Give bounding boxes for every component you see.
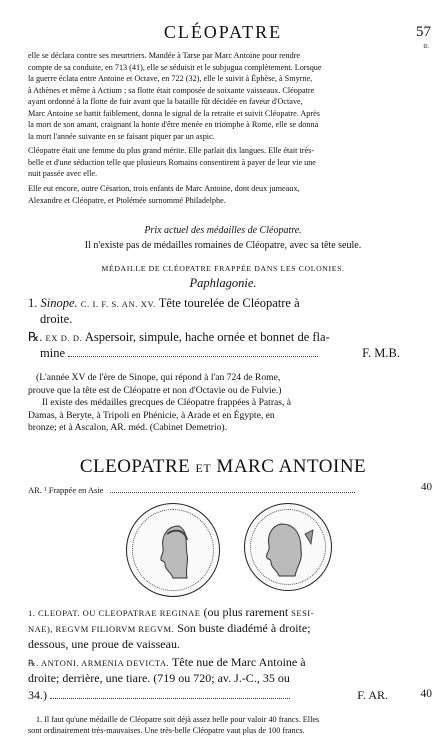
- coin-legend: SESI-: [291, 608, 314, 618]
- coin-legend: C. I. F. S. AN. XV.: [80, 299, 156, 309]
- rarity-mark: F. AR.: [357, 688, 388, 702]
- colonies-heading: MÉDAILLE DE CLÉOPATRE FRAPPÉE DANS LES COLONIES.: [101, 264, 345, 273]
- coin-description: Tête tourelée de Cléopatre à: [158, 296, 300, 310]
- ar-entry: [28, 483, 420, 495]
- coin-legend: EX D. D.: [45, 333, 83, 343]
- footnote: [28, 714, 428, 736]
- text-line: Il existe des médailles grecques de Cléopatre frappées à Patras, à: [42, 397, 292, 408]
- cleopatra-bust-icon: [127, 504, 219, 596]
- text-line: la mort l'année suivante en se faisant piquer par un aspic.: [28, 131, 215, 141]
- text-line: compte de sa conduite, en 713 (41), elle se séduisit et le subjugua complètement. Lorsque: [28, 62, 322, 72]
- text-line: 1. Il faut qu'une médaille de Cléopatre soit déjà assez belle pour valoir 40 francs. Elles: [36, 715, 320, 724]
- text-line: bronze; et à Ascalon, AR. méd. (Cabinet Demetrio).: [28, 422, 228, 433]
- ar-price: 40: [421, 481, 432, 493]
- text-line: belle et d'une séduction telle que plusieurs Romains consentirent à payer de leur vie une: [28, 157, 316, 167]
- coin-description: 34.): [28, 688, 47, 702]
- running-title: CLÉOPATRE: [163, 22, 283, 42]
- section-subheading: Il n'existe pas de médailles romaines de Cléopatre, avec sa tête seule.: [84, 240, 362, 251]
- coin-legend: NAE), REGVM FILIORVM REGVM.: [28, 624, 175, 634]
- text-line: la mort de son amant, craignant la honte d'être menée en triomphe à Rome, elle se donna: [28, 120, 319, 129]
- coin-entry-obverse-cont: droite.: [40, 312, 73, 326]
- text-line: ayant ordonné à la flotte de fuir avant que la bataille fût décidée en faveur d'Octave,: [28, 97, 303, 106]
- title-part: MARC ANTOINE: [216, 456, 367, 477]
- text-line: Elle eut encore, outre Césarion, trois enfants de Marc Antoine, dont deux jumeaux,: [28, 184, 300, 193]
- coin-description-cont: mine: [40, 346, 65, 360]
- coin-legend: ℞. ANTONI. ARMENIA DEVICTA.: [28, 658, 170, 668]
- coin-entry-line: droite; derrière, une tiare. (719 ou 720; av. J.-C., 35 ou: [28, 671, 290, 685]
- ar-entry-label: AR. ¹ Frappée en Asie: [28, 485, 104, 495]
- leader-dots: [50, 689, 290, 699]
- coin-description: Son buste diadémé à droite;: [174, 621, 311, 635]
- coin-entry-line: dessous, une proue de vaisseau.: [28, 637, 180, 651]
- page-sub-mark: tr.: [423, 42, 429, 50]
- coin-description: (ou plus rarement: [200, 605, 292, 619]
- text-line: à Athènes et même à Actium ; sa flotte était composée de soixante vaisseaux. Cléopatre: [28, 85, 315, 95]
- text-line: prouve que la tête est de Cléopatre et non d'Octavie ou de Fulvie.): [28, 384, 282, 396]
- coin-entry-line: [28, 654, 306, 671]
- section-title: [0, 456, 446, 478]
- rarity-mark: F. M.B.: [362, 346, 400, 360]
- text-line: elle se déclara contre ses meurtriers. Mandée à Tarse par Marc Antoine pour rendre: [28, 51, 301, 60]
- bio-paragraph-1: [28, 50, 428, 142]
- mint-name: Sinope.: [40, 296, 78, 310]
- antony-head-icon: [245, 504, 331, 590]
- coin-legend: 1. CLEOPAT. OU CLEOPATRAE REGINAE: [28, 608, 201, 618]
- coin-reverse-image: [244, 503, 332, 591]
- region-heading: Paphlagonie.: [189, 276, 257, 290]
- reverse-mark: ℞.: [28, 330, 43, 344]
- price: 40: [420, 688, 432, 700]
- bio-paragraph-2: [28, 145, 428, 180]
- text-line: nuit passée avec elle.: [28, 169, 98, 178]
- title-part: CLEOPATRE: [79, 456, 191, 477]
- coin-description: Aspersoir, simpule, hache ornée et bonnet de fla-: [84, 330, 330, 344]
- text-line: sont ordinairement très-mauvaises. Une très-belle Cléopatre vaut plus de 100 francs.: [28, 726, 305, 735]
- leader-dots: [110, 483, 355, 493]
- page-number: 57: [416, 24, 431, 40]
- leader-dots: [68, 347, 318, 357]
- text-line: Marc Antoine se battit faiblement, donna le signal de la retraite et suivit Cléopatre. Après: [28, 108, 320, 118]
- bio-paragraph-3: [28, 183, 428, 206]
- entry-number: 1.: [28, 296, 38, 310]
- text-line: la guerre éclata entre Antoine et Octave, en 722 (32), elle le suivit à Éphèse, à Smyrne,: [28, 74, 313, 83]
- coin-description: Tête nue de Marc Antoine à: [169, 655, 306, 669]
- title-conjunction: ET: [195, 461, 212, 475]
- coin-obverse-image: [126, 503, 220, 597]
- section-heading: Prix actuel des médailles de Cléopatre.: [144, 225, 302, 236]
- coin-entry-line: [28, 620, 311, 637]
- text-line: (L'année XV de l'ère de Sinope, qui répond à l'an 724 de Rome,: [36, 372, 281, 383]
- coin-entry-obverse: [28, 295, 300, 312]
- coin-entry-reverse: [28, 329, 330, 346]
- coin-entry-line: [28, 604, 314, 621]
- text-line: Alexandre et Cléopatre, et Ptolémée surnommé Philadelphe.: [28, 195, 226, 205]
- text-line: Damas, à Beryte, à Tripoli en Phénicie, à Arade et en Égypte, en: [28, 409, 275, 421]
- coin-entry-line: [28, 687, 388, 703]
- coin-entry-reverse-cont: [40, 345, 400, 361]
- text-line: Cléopatre était une femme du plus grand mérite. Elle parlait dix langues. Elle était très-: [28, 146, 315, 155]
- note-paragraph: [28, 372, 428, 435]
